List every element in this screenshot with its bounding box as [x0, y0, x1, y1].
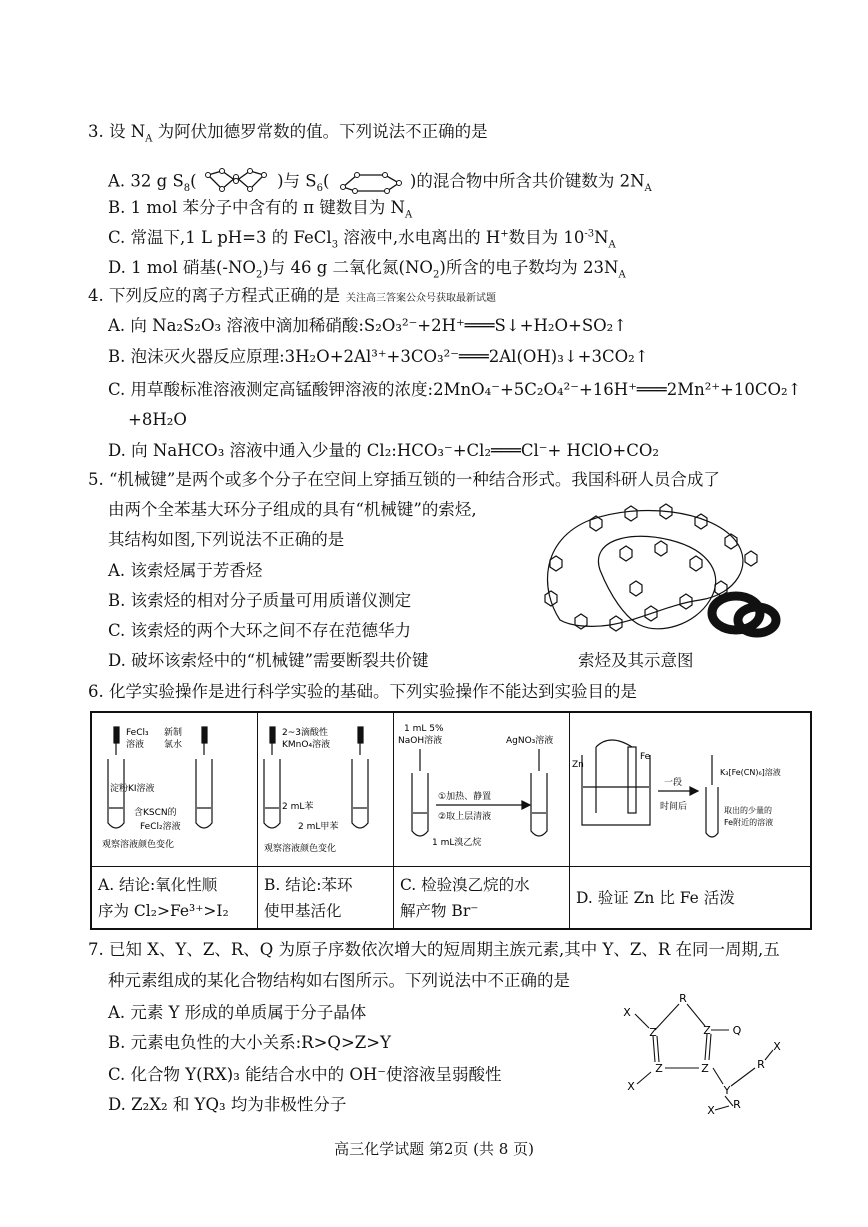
atom-x-3: X	[773, 1040, 781, 1053]
q3-option-c: C. 常温下,1 L pH=3 的 FeCl$_3$ 溶液中,水电离出的 H+数目为 $10^{-3}N_A$	[108, 228, 616, 251]
exp-b-conclusion: B. 结论:苯环 使甲基活化	[258, 867, 394, 930]
exp-a-conclusion: A. 结论:氧化性顺 序为 Cl₂>Fe³⁺>I₂	[91, 867, 258, 930]
exp-c-label-1: 1 mL 5%	[404, 724, 444, 734]
q7-structure-diagram	[615, 972, 815, 1120]
exp-c-conclusion: C. 检验溴乙烷的水 解产物 Br⁻	[394, 867, 570, 930]
q4-option-c-cont: +8H₂O	[128, 410, 187, 429]
exp-d-conclusion: D. 验证 Zn 比 Fe 活泼	[570, 867, 812, 930]
q4-option-a: A. 向 Na₂S₂O₃ 溶液中滴加稀硝酸:S₂O₃²⁻+2H⁺═══S↓+H₂O+SO₂↑	[108, 316, 628, 335]
exp-d-cell	[570, 712, 812, 867]
q4-option-c: C. 用草酸标准溶液测定高锰酸钾溶液的浓度:2MnO₄⁻+5C₂O₄²⁻+16H⁺═══2Mn²⁺+10CO₂↑	[108, 380, 802, 399]
q3-option-d: D. 1 mol 硝基$(-NO_2)$与 46 g 二氧化氮$(NO_2)$所含的电子数均为 $23N_A$	[108, 258, 626, 281]
q4-option-b: B. 泡沫灭火器反应原理:3H₂O+2Al³⁺+3CO₃²⁻═══2Al(OH)₃↓+3CO₂↑	[108, 347, 649, 366]
atom-r-3: R	[733, 1098, 741, 1111]
q4-watermark-note: 关注高三答案公众号获取最新试题	[346, 293, 496, 304]
q7-option-d: D. Z₂X₂ 和 YQ₃ 均为非极性分子	[108, 1095, 347, 1114]
q4-option-d: D. 向 NaHCO₃ 溶液中通入少量的 Cl₂:HCO₃⁻+Cl₂═══Cl⁻+ HClO+CO₂	[108, 441, 659, 460]
exp-b-label-3: 2 mL苯	[282, 802, 314, 812]
atom-z-3: Z	[655, 1062, 663, 1075]
atom-q: Q	[732, 1024, 742, 1037]
exp-a-label-2: 溶液	[126, 740, 145, 750]
q6-stem: 6. 化学实验操作是进行科学实验的基础。下列实验操作不能达到实验目的是	[88, 682, 637, 701]
q3-stem: 3. 设 $N_A$ 为阿伏加德罗常数的值。下列说法不正确的是	[88, 122, 488, 145]
exp-d-label-2: Fe	[640, 752, 651, 762]
exp-a-cell	[91, 712, 258, 867]
atom-r-2: R	[757, 1058, 765, 1071]
exp-b-label-5: 观察溶液颜色变化	[264, 844, 337, 854]
q3-option-b: B. 1 mol 苯分子中含有的 π 键数目为 $N_A$	[108, 198, 413, 221]
exp-a-label-4: 氯水	[164, 740, 183, 750]
exp-d-label-3: K₃[Fe(CN)₆]溶液	[720, 768, 781, 777]
q7-stem-line1: 7. 已知 X、Y、Z、R、Q 为原子序数依次增大的短周期主族元素,其中 Y、Z、R 在同一周期,五	[88, 940, 780, 959]
q7-option-b: B. 元素电负性的大小关系:R>Q>Z>Y	[108, 1033, 391, 1052]
exp-d-diagram	[570, 713, 810, 862]
exp-a-diagram	[92, 713, 257, 862]
exp-c-label-2: NaOH溶液	[398, 736, 443, 746]
q5-stem-line2: 由两个全苯基大环分子组成的具有“机械键”的索烃,	[108, 500, 477, 519]
q4-stem: 4. 下列反应的离子方程式正确的是 关注高三答案公众号获取最新试题	[88, 286, 496, 305]
exp-a-label-5: 淀粉KI溶液	[110, 784, 155, 794]
exp-d-label-4: 一段	[664, 778, 683, 788]
exp-c-label-3: AgNO₃溶液	[506, 736, 554, 746]
q7-stem-line2: 种元素组成的某化合物结构如右图所示。下列说法中不正确的是	[108, 971, 570, 990]
s6-ring-icon	[335, 167, 405, 197]
q7-option-c: C. 化合物 Y(RX)₃ 能结合水中的 OH⁻使溶液呈弱酸性	[108, 1065, 502, 1084]
q7-option-a: A. 元素 Y 形成的单质属于分子晶体	[108, 1003, 367, 1022]
exp-a-label-6: 含KSCN的	[134, 808, 177, 818]
s8-ring-icon	[202, 167, 272, 197]
exp-a-label-3: 新制	[164, 728, 183, 738]
exp-b-label-2: KMnO₄溶液	[282, 740, 331, 750]
q5-stem-line1: 5. “机械键”是两个或多个分子在空间上穿插互锁的一种结合形式。我国科研人员合成了	[88, 470, 720, 489]
atom-z-4: Z	[701, 1062, 709, 1075]
q5-option-a: A. 该索烃属于芳香烃	[108, 561, 263, 580]
q5-option-d: D. 破坏该索烃中的“机械键”需要断裂共价键	[108, 651, 429, 670]
exp-b-label-4: 2 mL甲苯	[298, 822, 339, 832]
atom-z-2: Z	[703, 1024, 711, 1037]
exp-d-label-7: Fe附近的溶液	[724, 818, 774, 827]
catenane-figure	[530, 500, 790, 648]
atom-x-2: X	[627, 1080, 635, 1093]
exp-b-cell	[258, 712, 394, 867]
exp-c-label-6: 1 mL溴乙烷	[432, 838, 482, 848]
q5-stem-line3: 其结构如图,下列说法不正确的是	[108, 530, 345, 549]
interlocked-rings-icon	[712, 596, 776, 633]
q3-option-a: A. 32 g $S_8$( )与 $S_6$( )的混合物中所含共价键数为 $2N_A$	[108, 167, 652, 197]
exp-b-diagram	[258, 713, 393, 862]
atom-r-1: R	[679, 992, 687, 1005]
atom-x-4: X	[707, 1104, 715, 1117]
q5-option-c: C. 该索烃的两个大环之间不存在范德华力	[108, 621, 412, 640]
q5-option-b: B. 该索烃的相对分子质量可用质谱仪测定	[108, 591, 412, 610]
page-footer: 高三化学试题 第2页 (共 8 页)	[334, 1140, 534, 1158]
exp-d-label-5: 时间后	[660, 802, 688, 812]
exp-c-diagram	[394, 713, 569, 862]
atom-x-1: X	[623, 1006, 631, 1019]
exp-d-label-1: Zn	[572, 760, 584, 770]
exp-a-label-8: 观察溶液颜色变化	[102, 840, 175, 850]
exp-d-label-6: 取出的少量的	[724, 806, 772, 815]
exp-c-cell	[394, 712, 570, 867]
exp-b-label-1: 2~3滴酸性	[282, 728, 328, 738]
exp-a-label-1: FeCl₃	[126, 728, 149, 738]
exp-a-label-7: FeCl₂溶液	[140, 822, 181, 832]
q6-experiment-table	[90, 711, 812, 930]
q5-figure-caption: 索烃及其示意图	[578, 651, 694, 670]
atom-z-1: Z	[649, 1026, 657, 1039]
exp-c-label-4: ①加热、静置	[438, 792, 492, 802]
atom-y: Y	[723, 1084, 731, 1097]
benzene-rings-icon	[545, 504, 757, 631]
exp-c-label-5: ②取上层清液	[438, 812, 492, 822]
